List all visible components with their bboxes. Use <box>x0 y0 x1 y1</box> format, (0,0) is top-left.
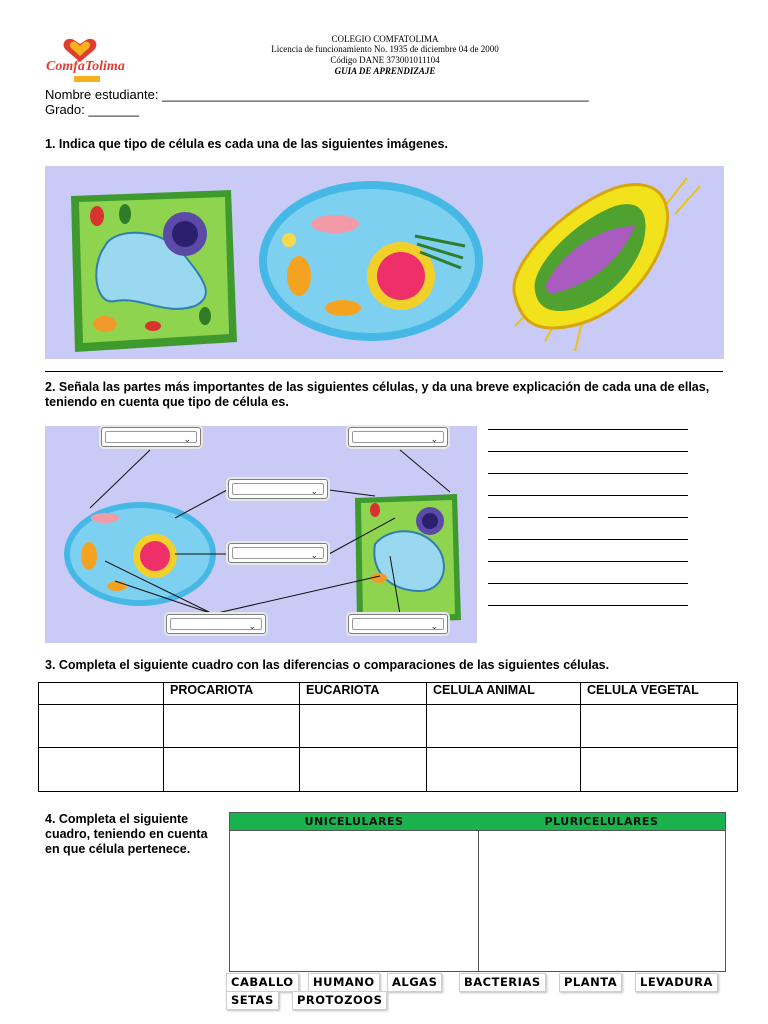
chevron-down-icon: ⌄ <box>430 621 438 631</box>
label-dropdown-6[interactable] <box>348 614 448 634</box>
table-cell[interactable] <box>581 705 738 748</box>
table-cell[interactable] <box>427 748 581 792</box>
table-cell[interactable] <box>39 705 164 748</box>
label-dropdown-4[interactable] <box>228 543 328 563</box>
student-name-field[interactable]: Nombre estudiante: ___________________________________________________________ <box>45 87 589 102</box>
word-chip-levadura[interactable]: LEVADURA <box>635 973 718 992</box>
pluricelulares-drop-area[interactable] <box>479 831 725 971</box>
classification-table <box>229 812 726 972</box>
word-chip-algas[interactable]: ALGAS <box>387 973 442 992</box>
cell-types-image <box>45 166 724 359</box>
label-dropdown-1[interactable] <box>101 427 201 447</box>
svg-text:ComfaTolima: ComfaTolima <box>46 59 125 74</box>
cell-parts-image <box>45 426 477 643</box>
question-4: 4. Completa el siguiente cuadro, teniendo en cuenta en que célula pertenece. <box>45 812 208 856</box>
table-cell[interactable] <box>300 748 427 792</box>
question-1: 1. Indica que tipo de célula es cada una de las siguientes imágenes. <box>45 137 448 151</box>
chevron-down-icon: ⌄ <box>310 550 318 560</box>
comparison-table <box>38 682 738 792</box>
explanation-line-2[interactable] <box>488 451 688 452</box>
table-cell[interactable] <box>427 705 581 748</box>
bacteria-cell-image <box>514 178 700 351</box>
explanation-line-3[interactable] <box>488 473 688 474</box>
question-3: 3. Completa el siguiente cuadro con las diferencias o comparaciones de las siguientes células. <box>45 658 610 672</box>
school-name: COLEGIO COMFATOLIMA <box>331 34 439 44</box>
table-header-cell: CELULA ANIMAL <box>427 683 581 705</box>
explanation-line-5[interactable] <box>488 517 688 518</box>
explanation-line-4[interactable] <box>488 495 688 496</box>
table-cell[interactable] <box>164 705 300 748</box>
animal-cell-image <box>259 181 483 341</box>
explanation-line-6[interactable] <box>488 539 688 540</box>
table-header-cell <box>39 683 164 705</box>
chevron-down-icon: ⌄ <box>248 621 256 631</box>
unicelulares-drop-area[interactable] <box>230 831 479 971</box>
explanation-line-7[interactable] <box>488 561 688 562</box>
unicelulares-header: UNICELULARES <box>230 813 479 831</box>
table-cell[interactable] <box>300 705 427 748</box>
chevron-down-icon: ⌄ <box>430 434 438 444</box>
plant-cell-small <box>355 494 461 624</box>
label-dropdown-3[interactable] <box>228 479 328 499</box>
explanation-line-9[interactable] <box>488 605 688 606</box>
table-row <box>39 748 738 792</box>
word-chip-planta[interactable]: PLANTA <box>559 973 622 992</box>
word-chip-setas[interactable]: SETAS <box>226 991 279 1010</box>
table-header-cell: CELULA VEGETAL <box>581 683 738 705</box>
table-header-cell: EUCARIOTA <box>300 683 427 705</box>
pluricelulares-header: PLURICELULARES <box>478 813 725 831</box>
license-text: Licencia de funcionamiento No. 1935 de diciembre 04 de 2000 <box>271 44 499 54</box>
question-2: 2. Señala las partes más importantes de las siguientes células, y da una breve explicación de cada una de ellas, teniendo en cuenta que tipo de célula es. <box>45 380 710 409</box>
table-header-cell: PROCARIOTA <box>164 683 300 705</box>
table-cell[interactable] <box>581 748 738 792</box>
explanation-line-8[interactable] <box>488 583 688 584</box>
guide-title: GUIA DE APRENDIZAJE <box>334 66 436 76</box>
table-header-row <box>39 683 738 705</box>
table-row <box>39 705 738 748</box>
label-dropdown-2[interactable] <box>348 427 448 447</box>
word-chip-caballo[interactable]: CABALLO <box>226 973 299 992</box>
word-chip-humano[interactable]: HUMANO <box>308 973 380 992</box>
school-logo <box>44 34 130 84</box>
word-chip-protozoos[interactable]: PROTOZOOS <box>292 991 387 1010</box>
dane-code: Código DANE 373001011104 <box>330 55 440 65</box>
plant-cell-image <box>71 190 237 352</box>
grade-field[interactable]: Grado: _______ <box>45 102 139 117</box>
chevron-down-icon: ⌄ <box>310 486 318 496</box>
table-cell[interactable] <box>39 748 164 792</box>
chevron-down-icon: ⌄ <box>183 434 191 444</box>
word-chip-bacterias[interactable]: BACTERIAS <box>459 973 546 992</box>
table-cell[interactable] <box>164 748 300 792</box>
label-dropdown-5[interactable] <box>166 614 266 634</box>
explanation-line-1[interactable] <box>488 429 688 430</box>
answer-line-q1[interactable] <box>45 371 723 372</box>
